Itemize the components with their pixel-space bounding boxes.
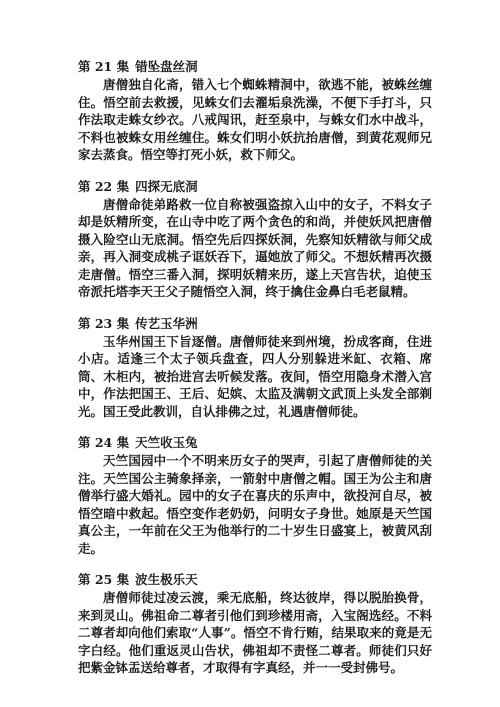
episode-title: 错坠盘丝洞 xyxy=(135,59,198,74)
episode-heading xyxy=(78,58,432,75)
episode-number: 第 22 集 xyxy=(78,178,130,194)
episode-summary: 天竺国园中一个不明来历女子的哭声，引起了唐僧师徒的关注。天竺国公主骑象择亲，一箭射中唐僧之帽。国王为公主和唐僧举行盛大婚礼。园中的女子在喜庆的乐声中，欲投河自尽，被悟空暗中救起。悟空变作老奶奶，问明女子身世。她原是天竺国真公主，一年前在父王为他举行的二十岁生日盛宴上，被黄风刮走。 xyxy=(78,453,432,556)
episode-23 xyxy=(78,315,432,421)
episode-24 xyxy=(78,434,432,557)
document-page xyxy=(78,58,432,691)
episode-title: 天竺收玉兔 xyxy=(135,435,198,450)
episode-summary: 唐僧师徒过凌云渡，乘无底船，终达彼岸，得以脱胎换骨，来到灵山。佛祖命二尊者引他们到珍楼用斋，入宝阁选经。不料二尊者却向他们索取“人事”。悟空不肯行贿，结果取来的竟是无字白经。他们重返灵山告状，佛祖却不责怪二尊者。师徒们只好把紫金钵盂送给尊者，才取得有字真经，并一一受封佛号。 xyxy=(78,590,432,675)
episode-summary: 唐僧独自化斋，错入七个蜘蛛精洞中，欲逃不能，被蛛丝缠住。悟空前去救援，见蛛女们去濯垢泉洗澡，不便下手打斗，只作法取走蛛女纱衣。八戒闯讯，赶至泉中，与蛛女们水中战斗，不料也被蛛女用丝缠住。蛛女们明小妖抗抬唐僧，到黄花观师兄家去蒸食。悟空等打死小妖，救下师父。 xyxy=(78,77,432,162)
episode-22 xyxy=(78,178,432,301)
episode-heading xyxy=(78,434,432,451)
episode-heading xyxy=(78,315,432,332)
episode-number: 第 23 集 xyxy=(78,315,130,331)
episode-title: 四探无底洞 xyxy=(135,178,198,194)
episode-number: 第 24 集 xyxy=(78,435,130,450)
episode-25 xyxy=(78,571,432,677)
episode-21 xyxy=(78,58,432,164)
episode-heading xyxy=(78,571,432,588)
episode-number: 第 21 集 xyxy=(78,59,130,74)
episode-title: 波生极乐天 xyxy=(135,572,198,587)
episode-number: 第 25 集 xyxy=(78,572,130,587)
episode-heading xyxy=(78,178,432,195)
episode-summary: 玉华州国王下旨逐僧。唐僧师徒来到州境，扮成客商，住进小店。适逢三个太子领兵盘查，四人分别躲进米缸、衣箱、席筒、木柜内，被抬进宫去听候发落。夜间，悟空用隐身术潜入宫中，作法把国王、王后、妃嫔、太监及满朝文武顶上头发全部剃光。国王受此教训，自认排佛之过，礼遇唐僧师徒。 xyxy=(78,333,432,419)
episode-title: 传艺玉华洲 xyxy=(135,315,198,331)
episode-summary: 唐僧命徒弟路救一位自称被强盗掠入山中的女子，不料女子却是妖精所变，在山寺中吃了两个贪色的和尚，并使妖风把唐僧摄入险空山无底洞。悟空先后四探妖洞，先察知妖精欲与师父成亲，再入洞变成桃子诓妖吞下，逼她放了师父。不想妖精再次摄走唐僧。悟空三番入洞，探明妖精来历，遂上天宫告状，迫使玉帝派托塔李天王父子随悟空入洞，终于擒住金鼻白毛老鼠精。 xyxy=(78,196,432,299)
